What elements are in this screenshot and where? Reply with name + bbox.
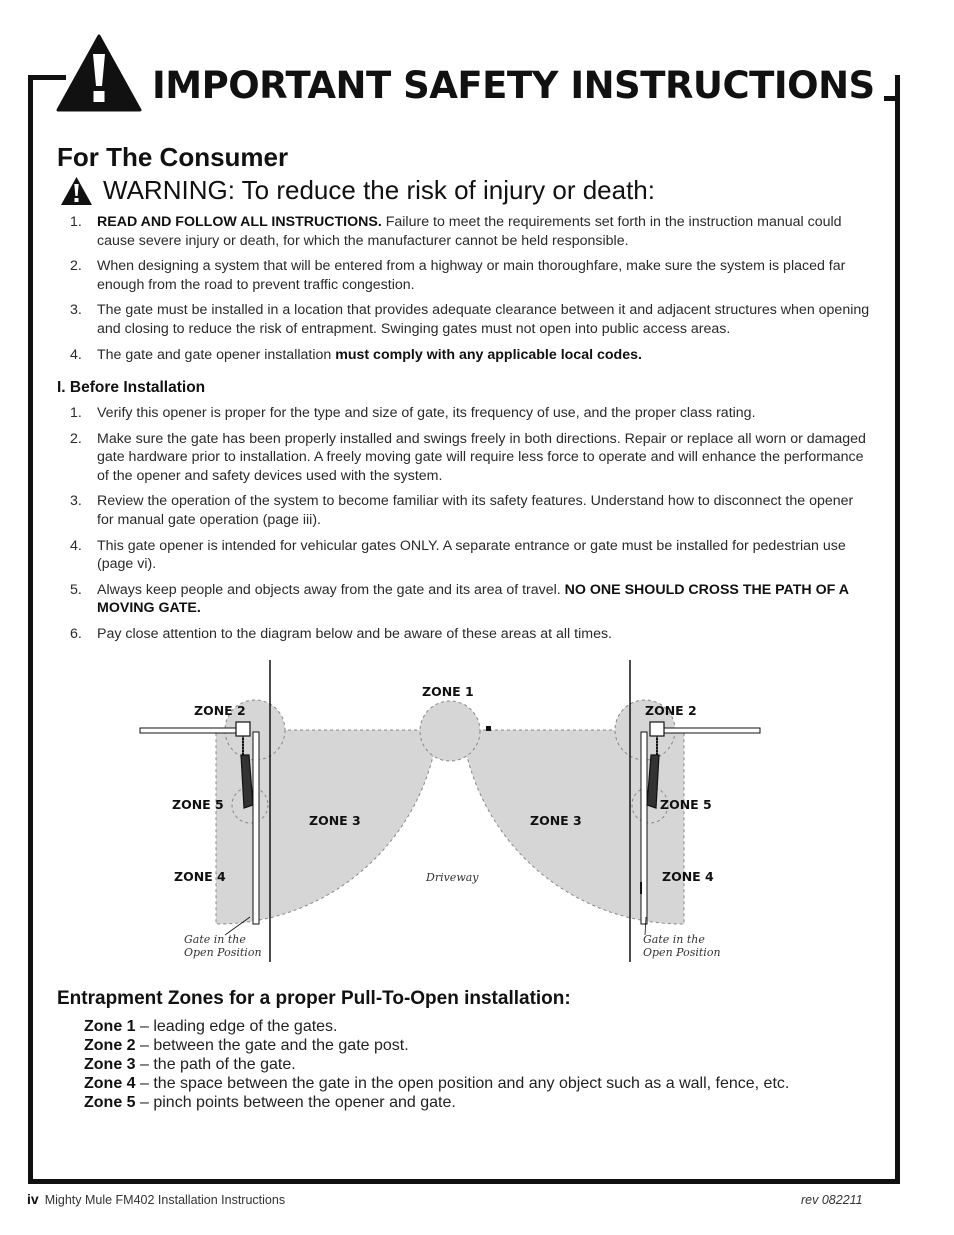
item-number: 1. xyxy=(70,214,82,230)
list-item xyxy=(70,581,870,618)
zone-1-circle xyxy=(420,701,480,761)
footer-revision: rev 082211 xyxy=(801,1193,863,1207)
right-gate-open xyxy=(641,732,647,924)
before-installation-list xyxy=(70,404,870,651)
zone-definition xyxy=(84,1055,789,1074)
warning-triangle-icon xyxy=(56,34,142,112)
list-item xyxy=(70,213,870,250)
zone-definition xyxy=(84,1093,789,1112)
list-item xyxy=(70,404,870,423)
item-text: The gate must be installed in a location that provides adequate clearance between it and adjacent structures when opening and closing to reduce the risk of entrapment. Swinging gates must not open into public access areas. xyxy=(97,302,870,337)
page-number: iv xyxy=(27,1191,39,1207)
right-fence-rail xyxy=(660,728,760,733)
frame-top-right-rule xyxy=(884,96,900,101)
item-number: 2. xyxy=(70,258,82,275)
left-fence-rail xyxy=(140,728,240,733)
zone-2-label-left: ZONE 2 xyxy=(194,703,246,718)
item-text: Pay close attention to the diagram below and be aware of these areas at all times. xyxy=(97,625,612,642)
warning-text: WARNING: To reduce the risk of injury or death: xyxy=(103,175,655,205)
item-text: Verify this opener is proper for the type and size of gate, its frequency of use, and the proper class rating. xyxy=(97,405,756,421)
zone-1-label: ZONE 1 xyxy=(422,684,474,699)
item-number: 4. xyxy=(70,346,82,363)
item-text: Failure to meet the requirements set forth in the instruction manual could cause severe injury or death, for which the manufacturer cannot be held responsible. xyxy=(97,214,842,249)
item-bold: READ AND FOLLOW ALL INSTRUCTIONS. xyxy=(97,214,382,230)
footer-doc-title: Mighty Mule FM402 Installation Instructions xyxy=(44,1193,286,1207)
zone-desc: – between the gate and the gate post. xyxy=(135,1037,409,1054)
zone-name: Zone 1 xyxy=(84,1018,136,1035)
list-item xyxy=(70,430,870,486)
list-item xyxy=(70,301,870,338)
item-number: 3. xyxy=(70,493,82,510)
gate-open-label-left-2: Open Position xyxy=(184,946,262,959)
gate-open-label-right-2: Open Position xyxy=(643,946,721,959)
item-text: This gate opener is intended for vehicular gates ONLY. A separate entrance or gate must be installed for pedestrian use (page vi). xyxy=(97,537,846,573)
item-bold: must comply with any applicable local codes. xyxy=(335,346,642,363)
item-text: Make sure the gate has been properly installed and swings freely in both directions. Repair or replace all worn or damaged gate hardware prior to installation. A freely moving gate will require less force to operate and will enhance the performance of the opener and safety devices used with the system. xyxy=(97,430,866,484)
item-bold: NO ONE SHOULD CROSS THE PATH OF A MOVING GATE. xyxy=(97,581,849,617)
list-item xyxy=(70,625,870,644)
consumer-heading: For The Consumer xyxy=(57,142,289,172)
zone-desc: – pinch points between the opener and gate. xyxy=(135,1094,456,1111)
zone-definition xyxy=(84,1036,789,1055)
zone-2-label-right: ZONE 2 xyxy=(645,703,697,718)
list-item xyxy=(70,537,870,574)
item-number: 1. xyxy=(70,405,82,421)
item-number: 5. xyxy=(70,581,82,598)
entrapment-heading: Entrapment Zones for a proper Pull-To-Open installation: xyxy=(57,988,571,1009)
zone-3-label-right: ZONE 3 xyxy=(530,813,582,828)
item-number: 2. xyxy=(70,430,82,447)
before-installation-heading: I. Before Installation xyxy=(57,379,206,396)
entrapment-zones-diagram xyxy=(130,660,780,965)
item-number: 3. xyxy=(70,302,82,319)
right-bracket xyxy=(650,722,664,736)
item-text: When designing a system that will be entered from a highway or main thoroughfare, make sure the system is placed far enough from the road to prevent traffic congestion. xyxy=(97,258,846,293)
warning-triangle-icon xyxy=(60,176,93,206)
driveway-label: Driveway xyxy=(426,871,479,884)
left-gate-open xyxy=(253,732,259,924)
zone-5-label-right: ZONE 5 xyxy=(660,797,712,812)
zone-4-label-right: ZONE 4 xyxy=(662,869,714,884)
zone-5-label-left: ZONE 5 xyxy=(172,797,224,812)
zone-3-label-left: ZONE 3 xyxy=(309,813,361,828)
zone-4-label-left: ZONE 4 xyxy=(174,869,226,884)
list-item xyxy=(70,492,870,529)
zone-desc: – leading edge of the gates. xyxy=(135,1018,338,1035)
zone-name: Zone 4 xyxy=(84,1075,136,1092)
zone-definition xyxy=(84,1017,789,1036)
item-number: 6. xyxy=(70,625,82,642)
center-stop-mark xyxy=(486,726,491,731)
entrapment-zone-list xyxy=(84,1017,789,1112)
warning-line xyxy=(60,175,655,206)
item-text: Review the operation of the system to become familiar with its safety features. Understand how to disconnect the opener for manual gate operation (page iii). xyxy=(97,493,854,528)
footer-left xyxy=(27,1191,285,1207)
list-item xyxy=(70,257,870,294)
item-number: 4. xyxy=(70,537,82,554)
consumer-list xyxy=(70,213,870,371)
right-stop-mark xyxy=(640,882,642,894)
item-text: Always keep people and objects away from the gate and its area of travel. xyxy=(97,581,565,598)
list-item xyxy=(70,346,870,365)
left-bracket xyxy=(236,722,250,736)
zone-name: Zone 5 xyxy=(84,1094,136,1111)
zone-desc: – the space between the gate in the open position and any object such as a wall, fence, etc. xyxy=(135,1075,790,1092)
gate-open-label-right-1: Gate in the xyxy=(643,933,705,946)
zone-desc: – the path of the gate. xyxy=(135,1056,296,1073)
zone-name: Zone 2 xyxy=(84,1037,136,1054)
zone-name: Zone 3 xyxy=(84,1056,136,1073)
gate-open-label-left-1: Gate in the xyxy=(184,933,246,946)
item-text: The gate and gate opener installation xyxy=(97,346,336,363)
zone-definition xyxy=(84,1074,789,1093)
page-title: IMPORTANT SAFETY INSTRUCTIONS xyxy=(152,64,875,107)
